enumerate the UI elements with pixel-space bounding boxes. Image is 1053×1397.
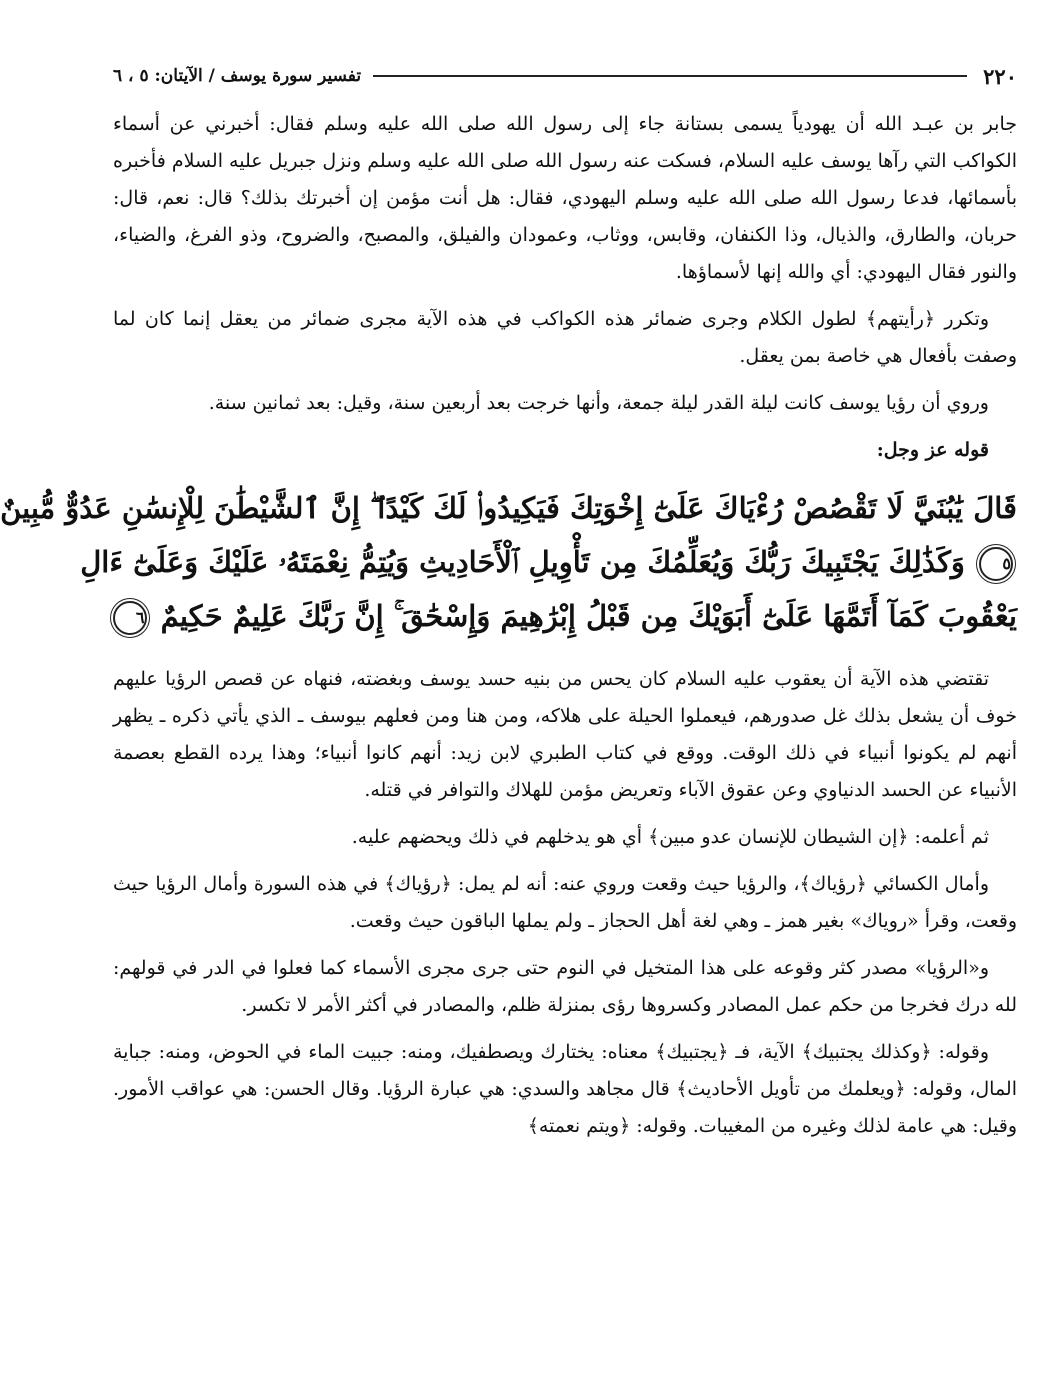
paragraph-8: و«الرؤيا» مصدر كثر وقوعه على هذا المتخيل في النوم حتى جرى مجرى الأسماء كما فعلوا في الدر في قولهم: لله درك فخرجا من حكم عمل المصادر وكسروها رؤى بمنزلة ظلم، والمصادر في أكثر الأمر لا تكسر. (113, 957, 1017, 1016)
ayah-number-6: ٦ (113, 601, 147, 635)
running-title: تفسير سورة يوسف / الآيتان: ٥ ، ٦ (113, 66, 362, 86)
verse-intro: قوله عز وجل: (876, 439, 989, 461)
page-number: ٢٢٠ (983, 63, 1017, 89)
verse-line-1 (0, 481, 1017, 535)
verse-text-3: يَعْقُوبَ كَمَآ أَتَمَّهَا عَلَىٰٓ أَبَوَيْكَ مِن قَبْلُ إِبْرَٰهِيمَ وَإِسْحَٰقَ ۚ إِنَّ رَبَّكَ عَلِيمٌ حَكِيمٌ (160, 599, 1017, 633)
quran-verse-block (0, 481, 1017, 643)
verse-text-2: وَكَذَٰلِكَ يَجْتَبِيكَ رَبُّكَ وَيُعَلِّمُكَ مِن تَأْوِيلِ ٱلْأَحَادِيثِ وَيُتِمُّ نِعْمَتَهُۥ عَلَيْكَ وَعَلَىٰٓ ءَالِ (80, 545, 965, 579)
verse-line-3 (113, 589, 1017, 643)
paragraph-9: وقوله: ﴿وكذلك يجتبيك﴾ الآية، فـ ﴿يجتبيك﴾ معناه: يختارك ويصطفيك، ومنه: جبيت الماء في الحوض، ومنه: جباية المال، وقوله: ﴿ويعلمك من تأويل الأحاديث﴾ قال مجاهد والسدي: هي عبارة الرؤيا. وقال الحسن: هي عواقب الأمور. وقيل: هي عامة لذلك وغيره من المغيبات. وقوله: ﴿ويتم نعمته﴾ (113, 1041, 1017, 1137)
paragraph-5: تقتضي هذه الآية أن يعقوب عليه السلام كان يحس من بنيه حسد يوسف وبغضته، فنهاه عن قصص الرؤيا عليهم خوف أن يشعل بذلك غل صدورهم، فيعملوا الحيلة على هلاكه، ومن هنا ومن فعلهم بيوسف ـ الذي يأتي ذكره ـ يظهر أنهم لم يكونوا أنبياء في ذلك الوقت. ووقع في كتاب الطبري لابن زيد: أنهم كانوا أنبياء؛ وهذا يرده القطع بعصمة الأنبياء عن الحسد الدنياوي وعن عقوق الآباء وتعريض مؤمن للهلاك والتوافر في قتله. (113, 668, 1017, 801)
paragraph-2: وتكرر ﴿رأيتهم﴾ لطول الكلام وجرى ضمائر هذه الكواكب في هذه الآية مجرى ضمائر من يعقل إنما كان لما وصفت بأفعال هي خاصة بمن يعقل. (113, 308, 1017, 367)
ayah-number-5: ٥ (979, 547, 1013, 581)
paragraph-6: ثم أعلمه: ﴿إن الشيطان للإنسان عدو مبين﴾ أي هو يدخلهم في ذلك ويحضهم عليه. (351, 826, 989, 848)
paragraph-3: وروي أن رؤيا يوسف كانت ليلة القدر ليلة جمعة، وأنها خرجت بعد أربعين سنة، وقيل: بعد ثمانين سنة. (208, 392, 989, 414)
page-header (113, 56, 1017, 96)
paragraph-1: جابر بن عبـد الله أن يهودياً يسمى بستانة جاء إلى رسول الله صلى الله عليه وسلم فقال: أخبرني عن أسماء الكواكب التي رآها يوسف عليه السلام، فسكت عنه رسول الله صلى الله عليه وسلم ونزل جبريل عليه السلام فأخبره بأسمائها، فدعا رسول الله صلى الله عليه وسلم اليهودي، فقال: هل أنت مؤمن إن أخبرتك بذلك؟ قال: نعم، قال: حربان، والطارق، والذيال، وذا الكنفان، وقابس، ووثاب، وعمودان والفيلق، والمصبح، والضروح، وذو الفرغ، والضياء، والنور فقال اليهودي: أي والله إنها لأسماؤها. (113, 113, 1017, 283)
header-rule (373, 75, 967, 77)
paragraph-7: وأمال الكسائي ﴿رؤياك﴾، والرؤيا حيث وقعت وروي عنه: أنه لم يمل: ﴿رؤياك﴾ في هذه السورة وأمال الرؤيا حيث وقعت، وقرأ «روياك» بغير همز ـ وهي لغة أهل الحجاز ـ ولم يملها الباقون حيث وقعت. (113, 873, 1017, 932)
book-page (0, 56, 1017, 1377)
verse-line-2 (80, 535, 1017, 589)
verse-text-1: قَالَ يَٰبُنَيَّ لَا تَقْصُصْ رُءْيَاكَ عَلَىٰٓ إِخْوَتِكَ فَيَكِيدُوا۟ لَكَ كَيْدًا ۖ إِنَّ ٱلشَّيْطَٰنَ لِلْإِنسَٰنِ عَدُوٌّ مُّبِينٌ (0, 491, 1017, 525)
